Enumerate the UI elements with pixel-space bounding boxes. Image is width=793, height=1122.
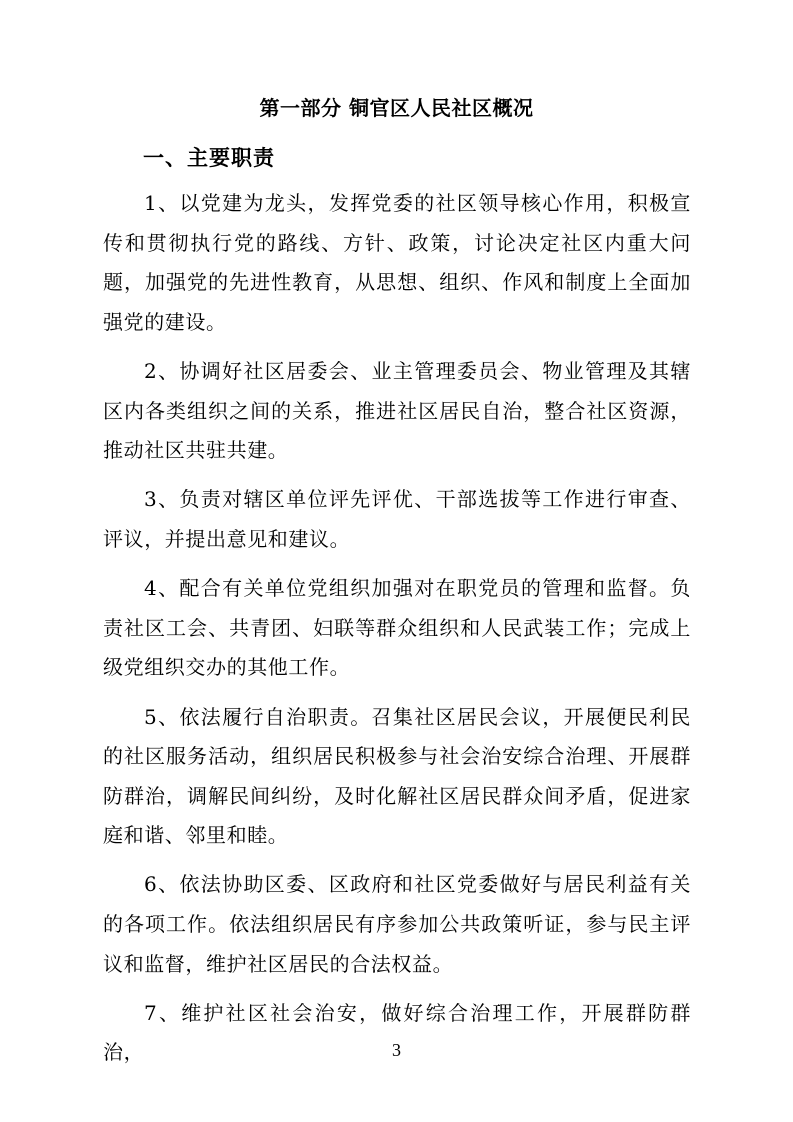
paragraph-7: 7、维护社区社会治安，做好综合治理工作，开展群防群治， (103, 1000, 691, 1065)
body-text (103, 184, 691, 1083)
paragraph-2: 2、协调好社区居委会、业主管理委员会、物业管理及其辖区内各类组织之间的关系，推进社区居民自治，整合社区资源，推动社区共驻共建。 (103, 358, 691, 463)
page-number: 3 (392, 1040, 401, 1060)
paragraph-3: 3、负责对辖区单位评先评优、干部选拔等工作进行审查、评议，并提出意见和建议。 (103, 487, 691, 551)
paragraph-1: 1、以党建为龙头，发挥党委的社区领导核心作用，积极宣传和贯彻执行党的路线、方针、政策，讨论决定社区内重大问题，加强党的先进性教育，从思想、组织、作风和制度上全面加强党的建设。 (103, 191, 691, 334)
page-title: 第一部分 铜官区人民社区概况 (259, 96, 534, 120)
paragraph-4: 4、配合有关单位党组织加强对在职党员的管理和监督。负责社区工会、共青团、妇联等群众组织和人民武装工作；完成上级党组织交办的其他工作。 (103, 576, 691, 680)
paragraph-5: 5、依法履行自治职责。召集社区居民会议，开展便民利民的社区服务活动，组织居民积极参与社会治安综合治理、开展群防群治，调解民间纠纷，及时化解社区居民群众间矛盾，促进家庭和谐、邻里和睦。 (103, 704, 691, 848)
section-heading: 一、主要职责 (143, 146, 275, 170)
paragraph-6: 6、依法协助区委、区政府和社区党委做好与居民利益有关的各项工作。依法组织居民有序参加公共政策听证，参与民主评议和监督，维护社区居民的合法权益。 (103, 872, 691, 976)
